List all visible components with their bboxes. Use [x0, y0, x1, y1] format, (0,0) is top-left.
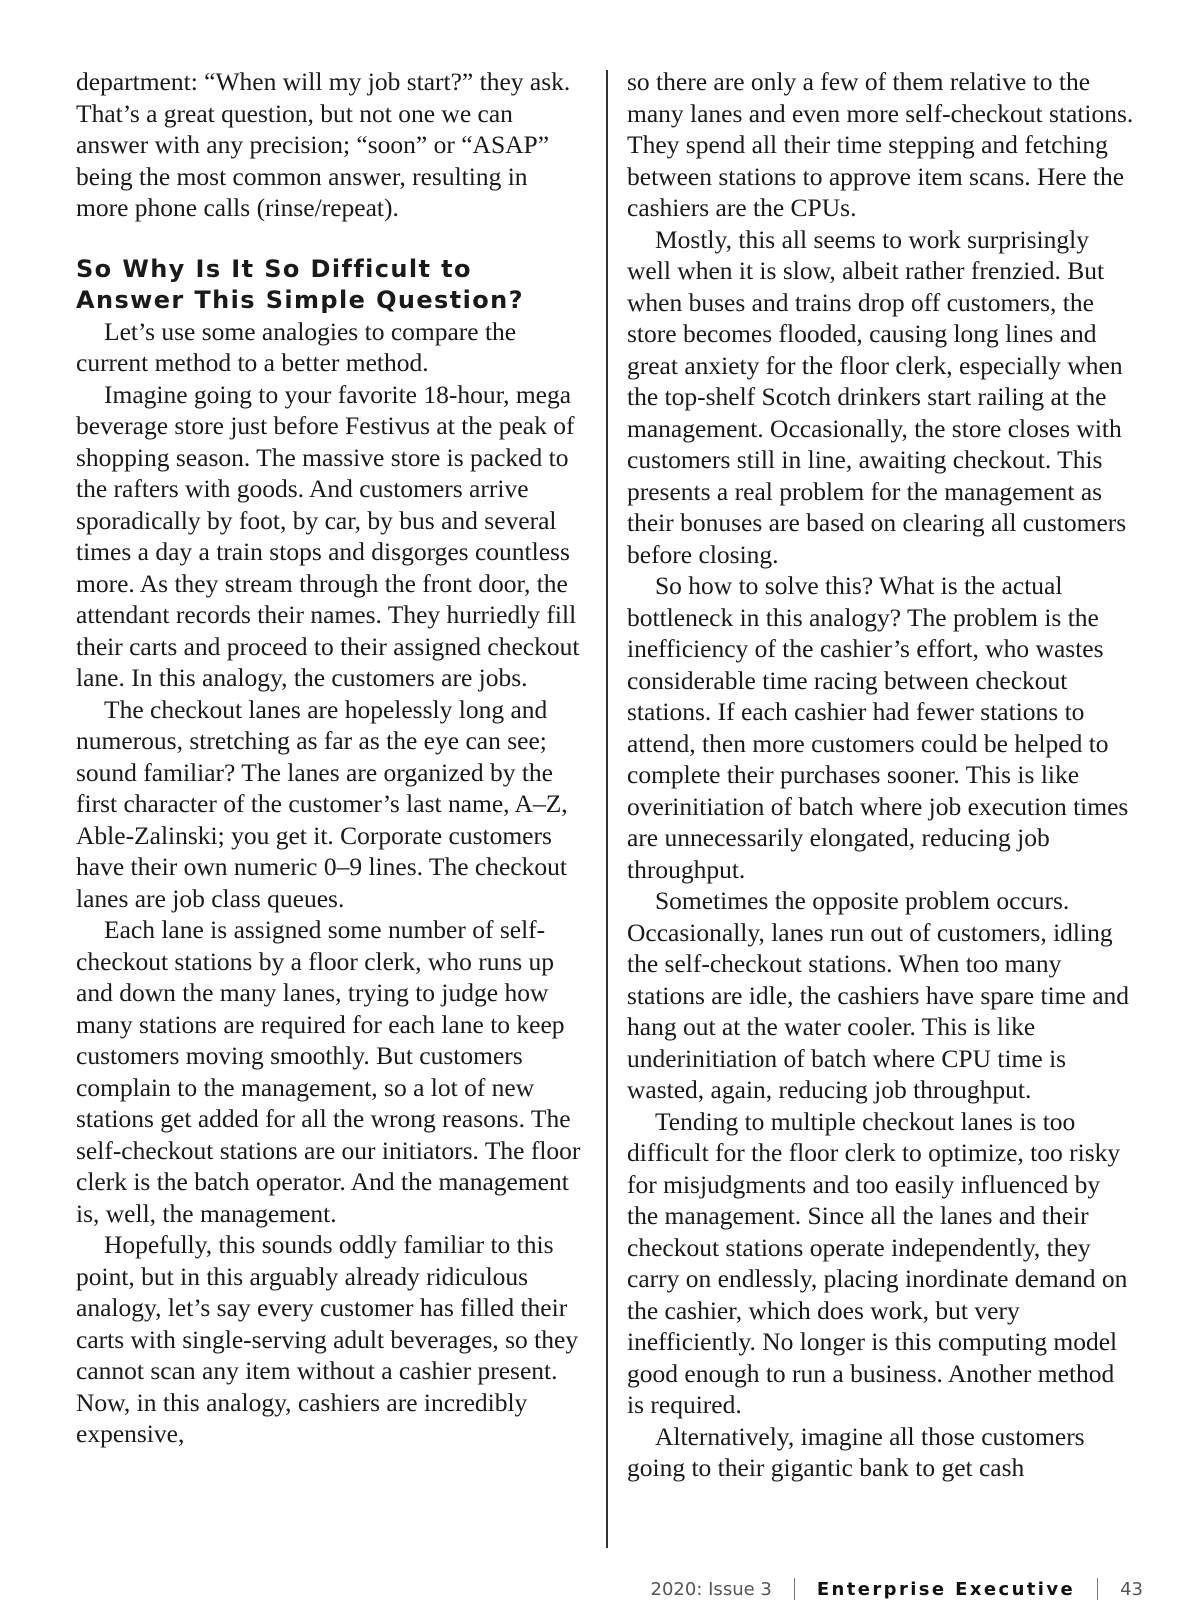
footer-separator [794, 1578, 795, 1600]
body-paragraph: Imagine going to your favorite 18-hour, mega beverage store just before Festivus at the peak of shopping season. The massive store is packed to the rafters with goods. And customers arrive sporadically by foot, by car, by bus and several times a day a train stops and disgorges countless more. As they stream through the front door, the attendant records their names. They hurriedly fill their carts and proceed to their assigned checkout lane. In this analogy, the customers are jobs. [76, 379, 580, 692]
page-footer [651, 1578, 1143, 1600]
left-column [76, 66, 586, 1450]
body-paragraph: Alternatively, imagine all those customers going to their gigantic bank to get cash [627, 1421, 1085, 1482]
body-paragraph: The checkout lanes are hopelessly long and numerous, stretching as far as the eye can see; sound familiar? The lanes are organized by the first character of the customer’s last name, A–Z, Able-Zalinski; you get it. Corporate customers have their own numeric 0–9 lines. The checkout lanes are job class queues. [76, 694, 568, 913]
footer-separator [1097, 1578, 1098, 1600]
right-column [627, 66, 1135, 1484]
body-paragraph: so there are only a few of them relative to the many lanes and even more self-checkout stations. They spend all their time stepping and fetching between stations to approve item scans. Here the cashiers are the CPUs. [627, 67, 1134, 222]
body-paragraph: Sometimes the opposite problem occurs. Occasionally, lanes run out of customers, idling the self-checkout stations. When too many stations are idle, the cashiers have spare time and hang out at the water cooler. This is like underinitiation of batch where CPU time is wasted, again, reducing job throughput. [627, 886, 1130, 1104]
section-heading: So Why Is It So Difficult to Answer This Simple Question? [76, 254, 524, 314]
body-paragraph: Let’s use some analogies to compare the current method to a better method. [76, 316, 517, 377]
body-paragraph: Each lane is assigned some number of self-checkout stations by a floor clerk, who runs up and down the many lanes, trying to judge how many stations are required for each lane to keep customers moving smoothly. But customers complain to the management, so a lot of new stations get added for all the wrong reasons. The self-checkout stations are our initiators. The floor clerk is the batch operator. And the management is, well, the management. [76, 915, 581, 1228]
body-paragraph: Tending to multiple checkout lanes is too difficult for the floor clerk to optimize, too risky for misjudgments and too easily influenced by the management. Since all the lanes and their checkout stations operate independently, they carry on endlessly, placing inordinate demand on the cashier, which does work, but very inefficiently. No longer is this computing model good enough to run a business. Another method is required. [627, 1106, 1128, 1419]
page-number: 43 [1120, 1578, 1143, 1600]
magazine-title: Enterprise Executive [816, 1578, 1076, 1600]
body-paragraph: So how to solve this? What is the actual bottleneck in this analogy? The problem is the inefficiency of the cashier’s effort, who wastes considerable time racing between checkout stations. If each cashier had fewer stations to attend, then more customers could be helped to complete their purchases sooner. This is like overinitiation of batch where job execution times are unnecessarily elongated, reducing job throughput. [627, 571, 1129, 884]
body-paragraph: Mostly, this all seems to work surprisingly well when it is slow, albeit rather frenzied. But when buses and trains drop off customers, the store becomes flooded, causing long lines and great anxiety for the floor clerk, especially when the top-shelf Scotch drinkers start railing at the management. Occasionally, the store closes with customers still in line, awaiting checkout. This presents a real problem for the management as their bonuses are based on clearing all customers before closing. [627, 224, 1127, 569]
body-paragraph: department: “When will my job start?” they ask. That’s a great question, but not one we can answer with any precision; “soon” or “ASAP” being the most common answer, resulting in more phone calls (rinse/repeat). [76, 67, 571, 222]
body-paragraph: Hopefully, this sounds oddly familiar to this point, but in this arguably already ridiculous analogy, let’s say every customer has filled their carts with single-serving adult beverages, so they cannot scan any item without a cashier present. Now, in this analogy, cashiers are incredibly expensive, [76, 1230, 579, 1448]
issue-label: 2020: Issue 3 [650, 1578, 772, 1600]
column-divider [606, 70, 608, 1548]
